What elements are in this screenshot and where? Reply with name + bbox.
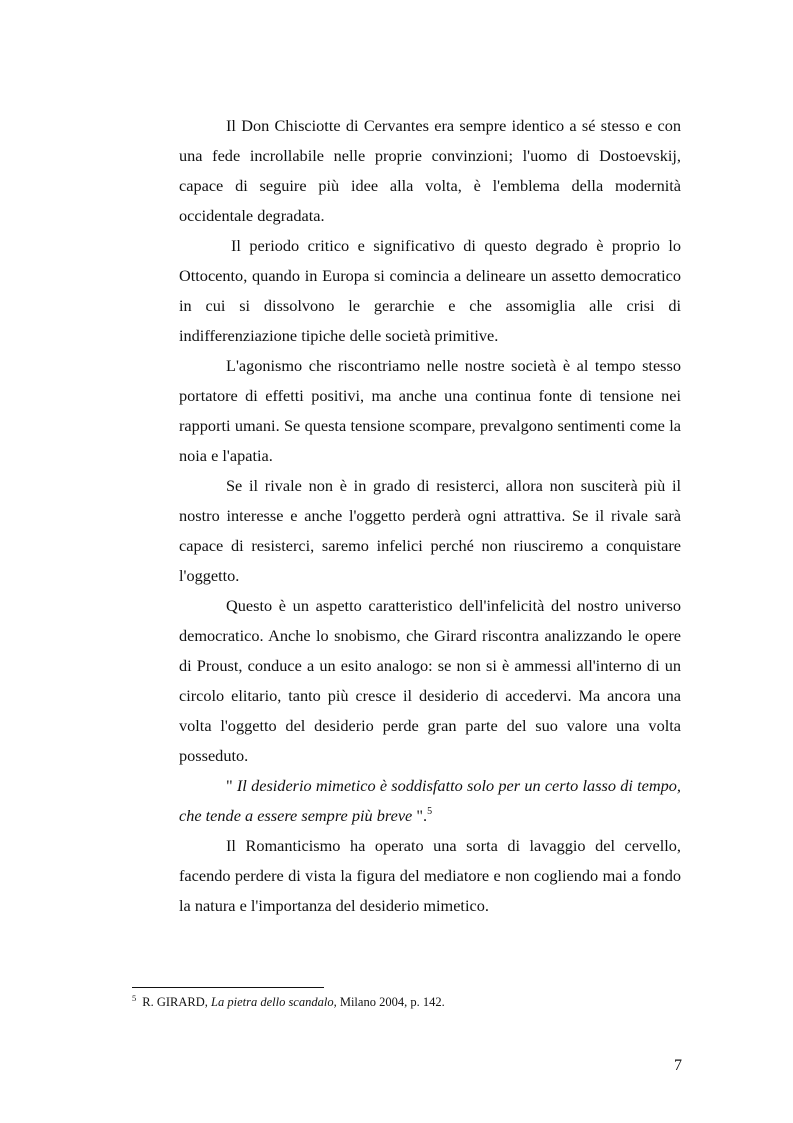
- footnote-title: La pietra dello scandalo,: [211, 995, 337, 1009]
- page-number: 7: [674, 1057, 682, 1074]
- body-text: [179, 111, 681, 921]
- footnote-details: Milano 2004, p. 142.: [336, 995, 445, 1009]
- footnote-divider: [132, 987, 324, 988]
- footnote-author: R. GIRARD,: [142, 995, 212, 1009]
- paragraph-ottocento: Il periodo critico e significativo di questo degrado è proprio lo Ottocento, quando in Europa si comincia a delineare un assetto democratico in cui si dissolvono le gerarchie e che assomiglia alle crisi di indifferenziazione tipiche delle società primitive.: [179, 236, 681, 345]
- paragraph-romanticismo: Il Romanticismo ha operato una sorta di lavaggio del cervello, facendo perdere di vista la figura del mediatore e non cogliendo mai a fondo la natura e l'importanza del desiderio mimetico.: [179, 836, 681, 915]
- paragraph-agonismo: L'agonismo che riscontriamo nelle nostre società è al tempo stesso portatore di effetti positivi, ma anche una continua fonte di tensione nei rapporti umani. Se questa tensione scompare, prevalgono sentimenti come la noia e l'apatia.: [179, 356, 681, 465]
- paragraph-rivale: Se il rivale non è in grado di resisterci, allora non susciterà più il nostro interesse e anche l'oggetto perderà ogni attrattiva. Se il rivale sarà capace di resisterci, saremo infelici perché non riusciremo a conquistare l'oggetto.: [179, 476, 681, 585]
- quote-open-mark: ": [226, 776, 237, 795]
- paragraph-snobismo: Questo è un aspetto caratteristico dell'infelicità del nostro universo democratico. Anche lo snobismo, che Girard riscontra analizzando le opere di Proust, conduce a un esito analogo: se non si è ammessi all'interno di un circolo elitario, tanto più cresce il desiderio di accedervi. Ma ancora una volta l'oggetto del desiderio perde gran parte del suo valore una volta posseduto.: [179, 596, 681, 765]
- footnote: [132, 994, 692, 1010]
- quote-text: Il desiderio mimetico è soddisfatto solo per un certo lasso di tempo, che tende a essere sempre più breve: [179, 776, 682, 825]
- footnote-reference: 5: [427, 806, 433, 817]
- paragraph-quote: [179, 771, 681, 831]
- paragraph-don-chisciotte: Il Don Chisciotte di Cervantes era sempre identico a sé stesso e con una fede incrollabile nelle proprie convinzioni; l'uomo di Dostoevskij, capace di seguire più idee alla volta, è l'emblema della modernità occidentale degradata.: [179, 116, 681, 225]
- quote-close-mark: ".: [412, 806, 428, 825]
- footnote-number: 5: [132, 993, 137, 1003]
